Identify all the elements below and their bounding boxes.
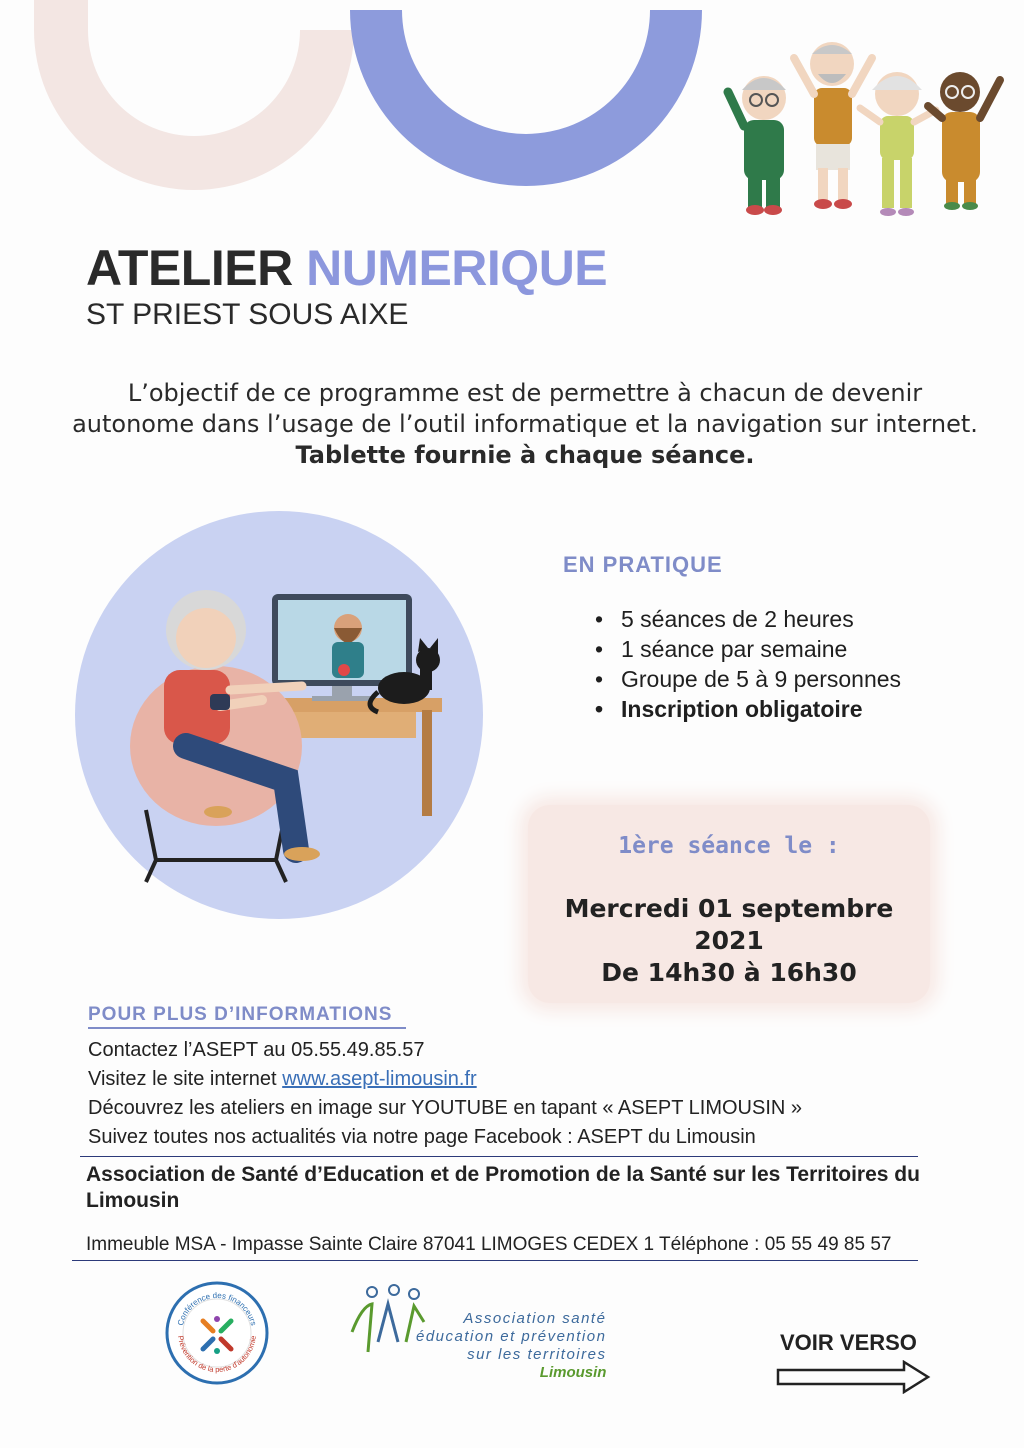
conference-logo-bottom-text: Prévention de la perte d'autonomie	[176, 1335, 258, 1375]
session-time: De 14h30 à 16h30	[601, 958, 857, 987]
address-line: Immeuble MSA - Impasse Sainte Claire 87041 LIMOGES CEDEX 1 Téléphone : 05 55 49 85 57	[86, 1234, 892, 1255]
pratique-list	[595, 604, 901, 724]
asept-logo-line: sur les territoires	[467, 1346, 607, 1363]
asept-logo-region: Limousin	[539, 1364, 607, 1381]
info-heading: POUR PLUS D’INFORMATIONS	[88, 1004, 393, 1025]
divider	[80, 1156, 918, 1157]
asept-logo-line: Association santé	[463, 1310, 607, 1327]
youtube-line: Découvrez les ateliers en image sur YOUTUBE en tapant « ASEPT LIMOUSIN »	[88, 1097, 803, 1119]
website-link[interactable]: www.asept-limousin.fr	[282, 1068, 477, 1090]
site-prefix: Visitez le site internet	[88, 1068, 277, 1090]
facebook-line: Suivez toutes nos actualités via notre page Facebook : ASEPT du Limousin	[88, 1126, 756, 1148]
cheering-seniors-illustration	[722, 30, 1012, 230]
list-item: • 1 séance par semaine	[595, 634, 901, 664]
senior-figure	[728, 76, 786, 215]
blue-arc	[350, 10, 702, 186]
list-item: • Groupe de 5 à 9 personnes	[595, 664, 901, 694]
senior-at-computer-illustration	[66, 510, 492, 920]
asept-logo-line: éducation et prévention	[416, 1328, 607, 1345]
decorative-arcs	[0, 0, 720, 200]
conference-financeurs-logo	[164, 1280, 270, 1386]
voir-verso-label: VOIR VERSO	[780, 1330, 917, 1355]
intro-bold-line: Tablette fournie à chaque séance.	[295, 441, 755, 469]
first-session-date	[528, 893, 930, 989]
page-title	[86, 238, 607, 298]
en-pratique-heading: EN PRATIQUE	[563, 552, 723, 577]
info-heading-underline	[88, 1026, 406, 1030]
contact-line: Contactez l’ASEPT au 05.55.49.85.57	[88, 1039, 425, 1061]
intro-paragraph	[60, 378, 990, 471]
senior-figure	[928, 72, 1000, 210]
pink-arc	[34, 30, 354, 190]
first-session-box	[528, 805, 930, 1003]
title-word-atelier: ATELIER	[86, 240, 293, 296]
association-name: Association de Santé d’Education et de Promotion de la Santé sur les Territoires du Limousin	[86, 1163, 920, 1212]
list-item: • Inscription obligatoire	[595, 694, 901, 724]
site-line	[88, 1065, 802, 1094]
conference-logo-top-text: Conférence des financeurs	[175, 1290, 259, 1327]
title-word-numerique: NUMERIQUE	[306, 240, 608, 296]
senior-figure	[794, 42, 872, 209]
info-lines	[88, 1036, 802, 1152]
page-subtitle: ST PRIEST SOUS AIXE	[86, 298, 409, 331]
session-date: Mercredi 01 septembre 2021	[564, 894, 894, 955]
intro-line-1: L’objectif de ce programme est de permettre à chacun de devenir	[127, 379, 923, 407]
arrow-right-icon	[776, 1360, 932, 1394]
senior-figure	[860, 72, 936, 216]
intro-line-2: autonome dans l’usage de l’outil informatique et la navigation sur internet.	[72, 410, 978, 438]
pink-arc-top	[34, 0, 88, 30]
list-item: • 5 séances de 2 heures	[595, 604, 901, 634]
first-session-heading: 1ère séance le :	[618, 833, 840, 859]
divider	[72, 1260, 918, 1261]
asept-logo-text	[416, 1310, 606, 1382]
